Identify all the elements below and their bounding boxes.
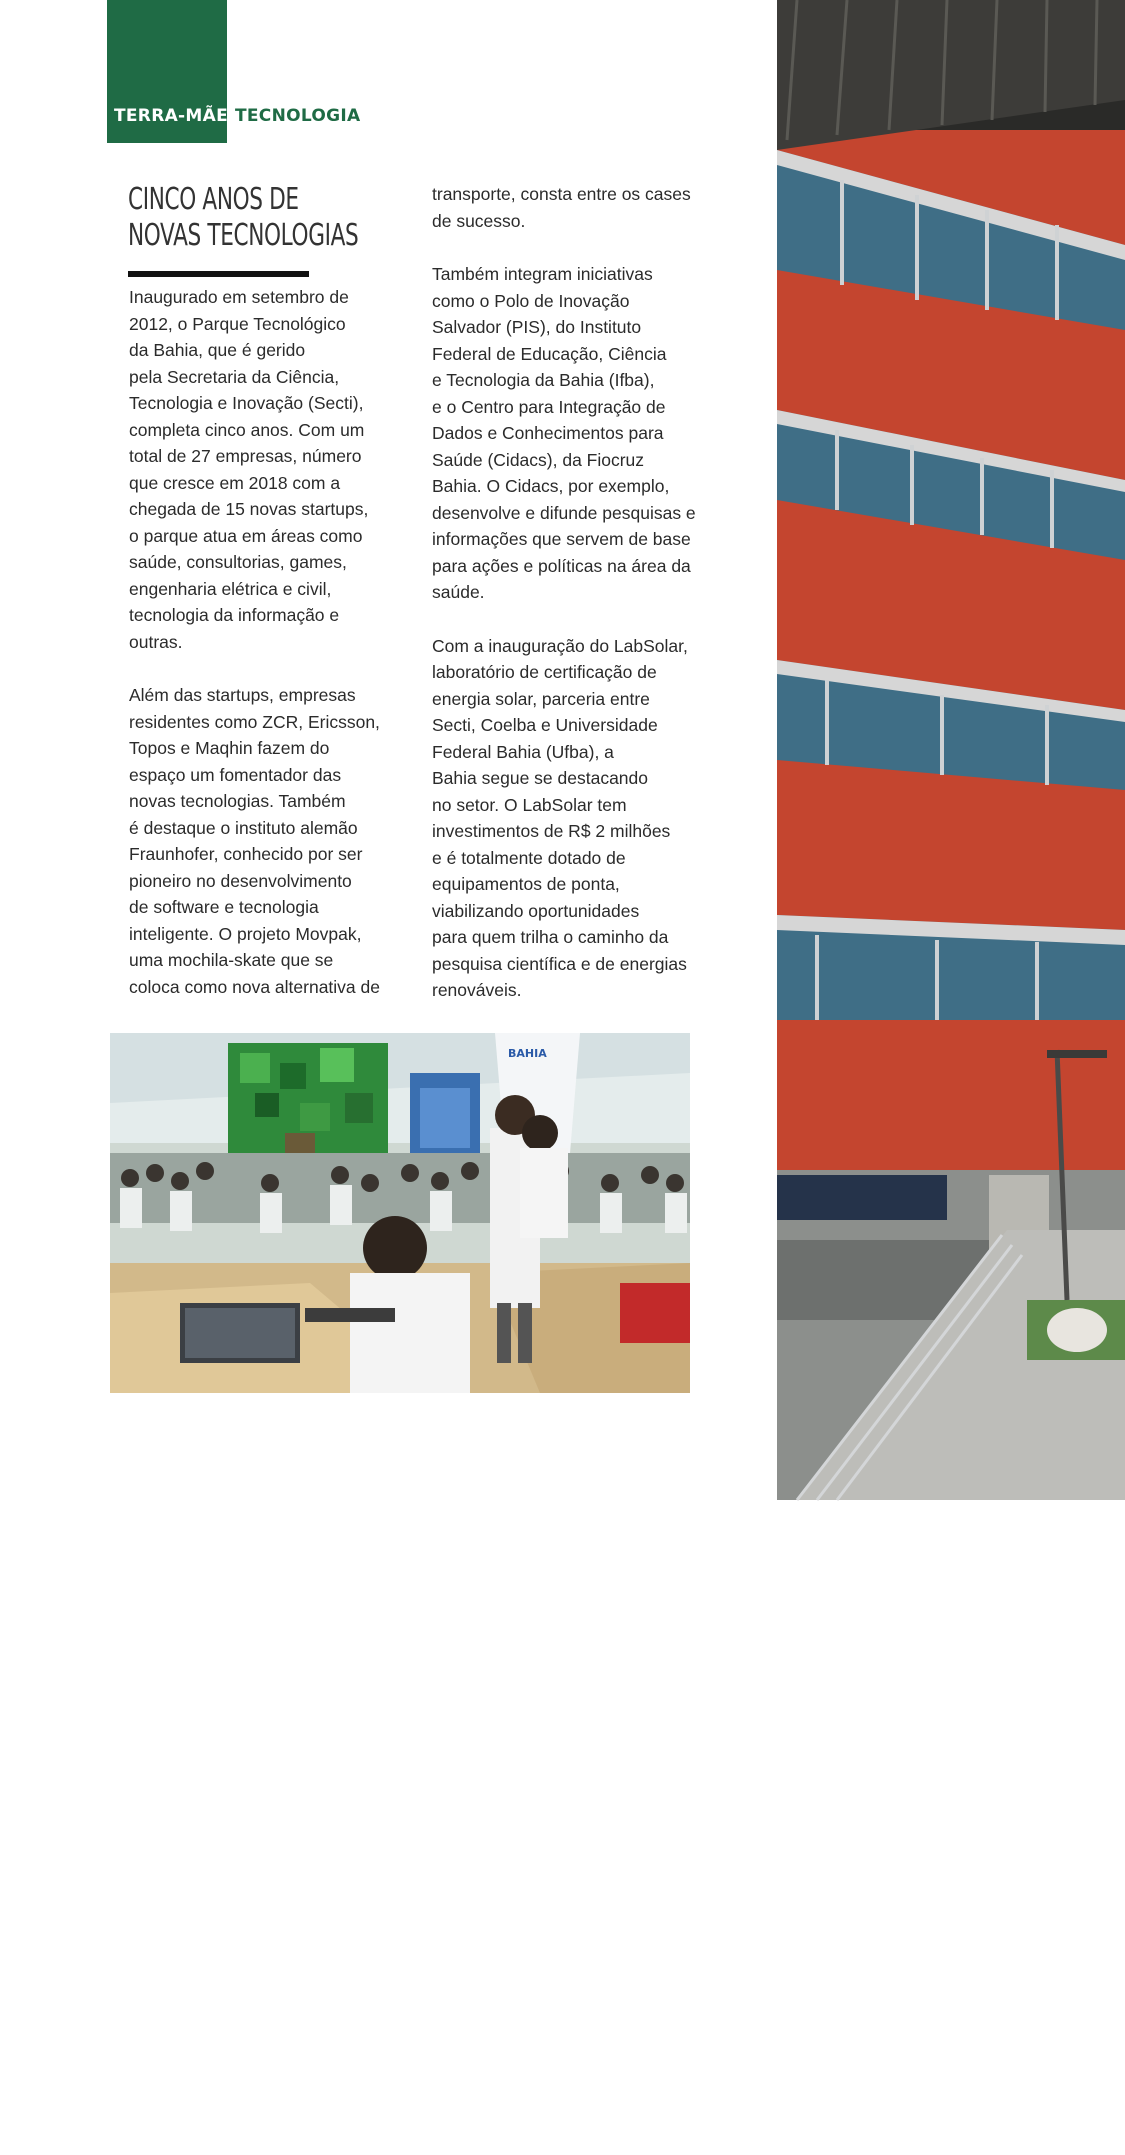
text-line: pioneiro no desenvolvimento (129, 870, 352, 891)
text-line: 2012, o Parque Tecnológico (129, 313, 346, 334)
text-line: espaço um fomentador das (129, 764, 342, 785)
text-line: da Bahia, que é gerido (129, 340, 306, 360)
text-line: Salvador (PIS), do Instituto (432, 317, 642, 337)
article-title (128, 182, 359, 254)
topic-label: TECNOLOGIA (235, 106, 361, 126)
text-line: outras. (129, 631, 183, 652)
text-line: Secti, Coelba e Universidade (432, 715, 658, 735)
text-line: Também integram iniciativas (432, 264, 653, 284)
text-line: Saúde (Cidacs), da Fiocruz (432, 449, 645, 470)
article-column-1 (129, 284, 399, 1027)
paragraph (129, 682, 399, 1000)
text-line: Além das startups, empresas (129, 685, 356, 705)
text-line: no setor. O LabSolar tem (432, 794, 627, 815)
text-line: total de 27 empresas, número (129, 446, 362, 466)
paragraph (432, 181, 717, 234)
article-column-2 (432, 181, 717, 1031)
text-line: equipamentos de ponta, (432, 874, 620, 894)
title-line: CINCO ANOS DE (128, 182, 299, 217)
text-line: e o Centro para Integração de (432, 396, 666, 417)
text-line: Bahia. O Cidacs, por exemplo, (432, 476, 670, 496)
robotics-event-photo (110, 1033, 797, 2155)
text-line: informações que servem de base (432, 529, 691, 549)
text-line: residentes como ZCR, Ericsson, (129, 711, 380, 732)
building-facade-photo (777, 0, 1125, 1500)
text-line: transporte, consta entre os cases (432, 184, 691, 204)
text-line: e Tecnologia da Bahia (Ifba), (432, 370, 655, 390)
text-line: laboratório de certificação de (432, 662, 657, 682)
text-line: coloca como nova alternativa de (129, 976, 380, 997)
text-line: como o Polo de Inovação (432, 290, 630, 311)
text-line: saúde. (432, 582, 485, 602)
paragraph (432, 633, 717, 1004)
text-line: desenvolve e difunde pesquisas e (432, 502, 696, 523)
text-line: para ações e políticas na área da (432, 555, 691, 576)
text-line: Topos e Maqhin fazem do (129, 738, 330, 758)
text-line: é destaque o instituto alemão (129, 817, 358, 838)
text-line: para quem trilha o caminho da (432, 927, 669, 947)
text-line: Federal de Educação, Ciência (432, 343, 667, 364)
text-line: novas tecnologias. Também (129, 791, 346, 811)
text-line: chegada de 15 novas startups, (129, 499, 369, 519)
photo-credit: Foto: Carol Garcia (786, 2073, 797, 2155)
text-line: Com a inauguração do LabSolar, (432, 635, 688, 656)
photo-banner: BAHIA (508, 1047, 547, 1060)
text-line: viabilizando oportunidades (432, 900, 640, 921)
text-line: investimentos de R$ 2 milhões (432, 821, 671, 841)
text-line: pela Secretaria da Ciência, (129, 366, 340, 387)
text-line: renováveis. (432, 980, 522, 1000)
text-line: uma mochila-skate que se (129, 950, 334, 970)
text-line: inteligente. O projeto Movpak, (129, 923, 362, 944)
paragraph (432, 261, 717, 606)
text-line: que cresce em 2018 com a (129, 472, 341, 493)
text-line: Bahia segue se destacando (432, 768, 648, 788)
text-line: pesquisa científica e de energias (432, 953, 687, 974)
title-line: NOVAS TECNOLOGIAS (128, 218, 359, 253)
text-line: e é totalmente dotado de (432, 847, 626, 868)
text-line: Fraunhofer, conhecido por ser (129, 844, 363, 864)
title-rule (128, 271, 309, 277)
text-line: Federal Bahia (Ufba), a (432, 741, 614, 762)
text-line: Inaugurado em setembro de (129, 287, 349, 307)
text-line: saúde, consultorias, games, (129, 552, 347, 572)
text-line: o parque atua em áreas como (129, 525, 363, 546)
text-line: Tecnologia e Inovação (Secti), (129, 393, 364, 413)
paragraph (129, 284, 399, 655)
text-line: engenharia elétrica e civil, (129, 578, 332, 599)
text-line: de software e tecnologia (129, 897, 319, 917)
section-label: TERRA-MÃE (114, 106, 228, 126)
text-line: tecnologia da informação e (129, 605, 340, 625)
text-line: energia solar, parceria entre (432, 688, 650, 709)
text-line: completa cinco anos. Com um (129, 419, 365, 440)
text-line: Dados e Conhecimentos para (432, 423, 664, 443)
text-line: de sucesso. (432, 210, 526, 231)
